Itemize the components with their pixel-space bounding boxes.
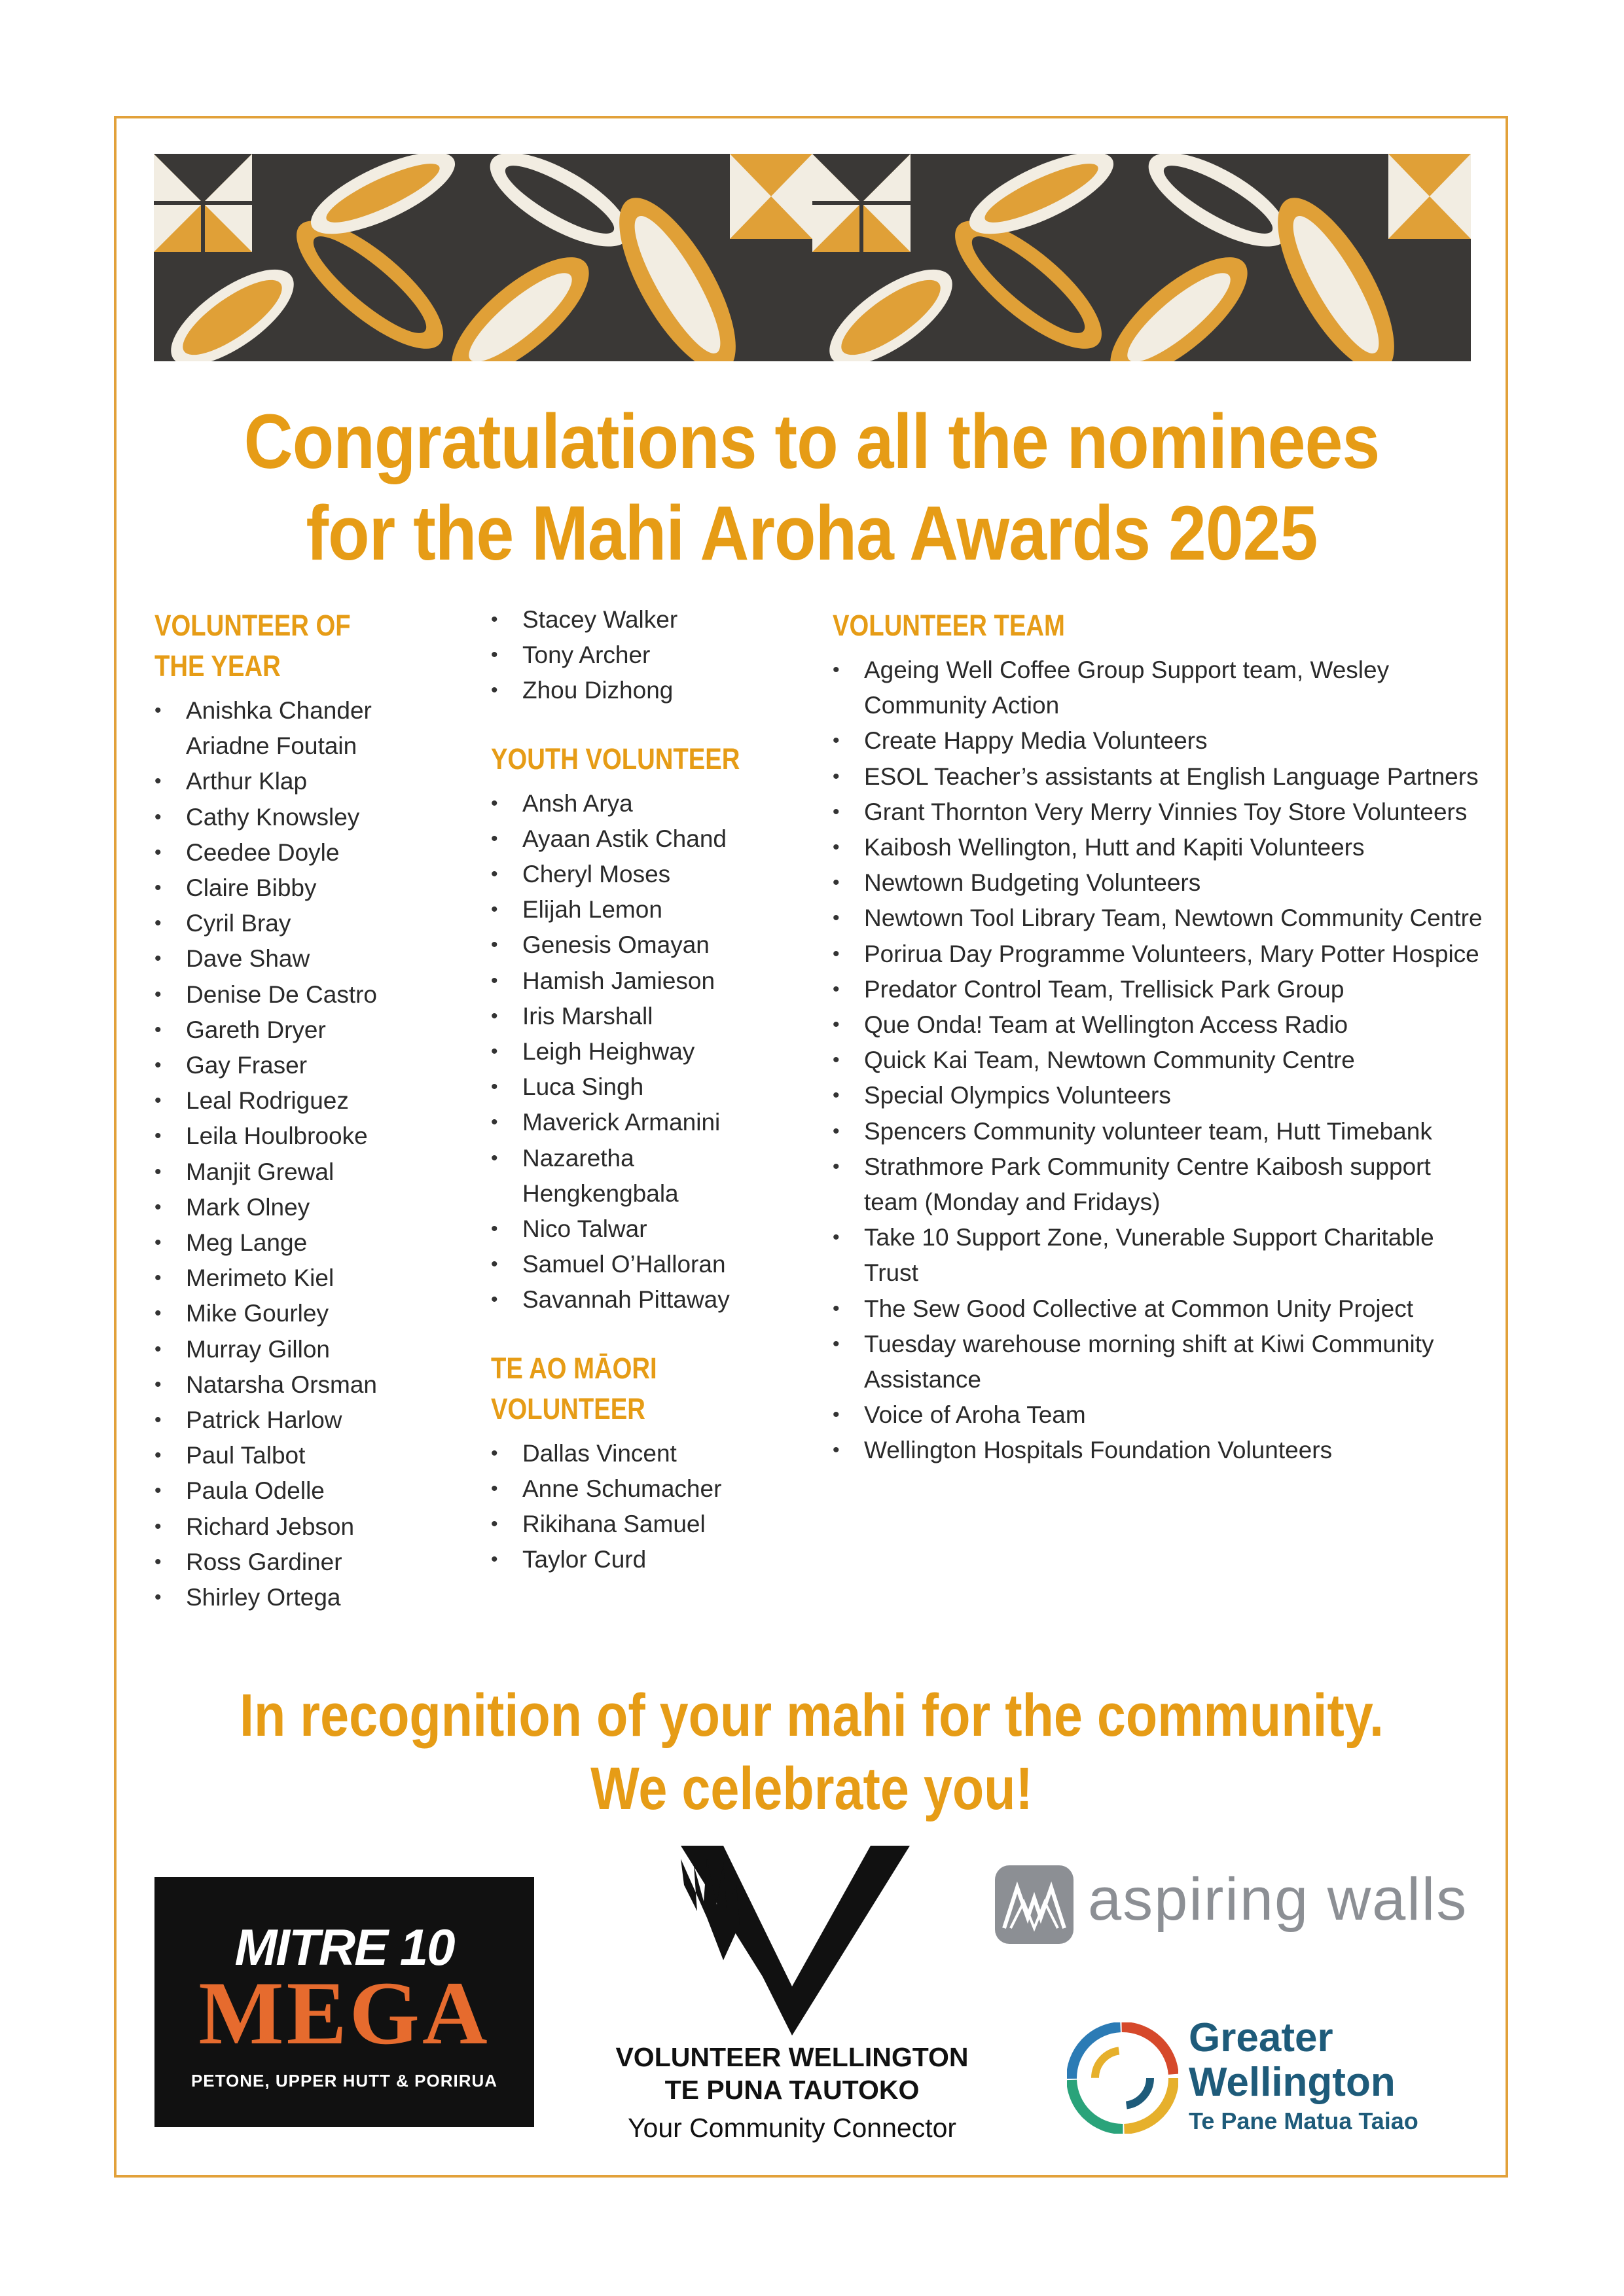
list-item: • Special Olympics Volunteers [833, 1078, 1487, 1113]
list-item: • Dallas Vincent [491, 1436, 799, 1471]
volunteer-wellington-maori-name: TE PUNA TAUTOKO [664, 2075, 920, 2105]
headline-line-2: for the Mahi Aroha Awards 2025 [306, 490, 1318, 577]
list-item: • Elijah Lemon [491, 892, 799, 927]
list-item: • Rikihana Samuel [491, 1507, 799, 1542]
column-middle [491, 602, 799, 1577]
list-item: • Maverick Armanini [491, 1105, 799, 1140]
headline-line-1: Congratulations to all the nominees [244, 399, 1380, 485]
list-item: • Cyril Bray [154, 906, 482, 941]
greater-wellington-swirl-icon [1067, 2022, 1178, 2134]
list-item: • Arthur Klap [154, 764, 482, 799]
list-item: • Denise De Castro [154, 977, 482, 1013]
aspiring-walls-name: aspiring walls [1088, 1866, 1468, 1933]
volunteer-team-list [833, 653, 1487, 1469]
headline [118, 396, 1506, 579]
volunteer-of-year-list [154, 693, 482, 1615]
list-item [154, 693, 482, 764]
volunteer-wellington-v-icon [609, 1846, 975, 2036]
list-item: • Merimeto Kiel [154, 1261, 482, 1296]
list-item: • Quick Kai Team, Newtown Community Centre [833, 1043, 1487, 1078]
list-item: • Ageing Well Coffee Group Support team, Wesley Community Action [833, 653, 1487, 723]
mitre-logo-main: MEGA [198, 1963, 490, 2063]
list-item: • Leila Houlbrooke [154, 1119, 482, 1154]
list-item: • Tony Archer [491, 637, 799, 673]
list-item: • Cheryl Moses [491, 857, 799, 892]
list-item: • Strathmore Park Community Centre Kaibosh support team (Monday and Fridays) [833, 1149, 1487, 1220]
list-item: • Predator Control Team, Trellisick Park Group [833, 972, 1487, 1007]
mitre-10-mega-logo [154, 1877, 534, 2127]
list-item: • Spencers Community volunteer team, Hutt Timebank [833, 1114, 1487, 1149]
list-item: • Nico Talwar [491, 1211, 799, 1247]
list-item: • Voice of Aroha Team [833, 1397, 1487, 1433]
section-title-line-2: THE YEAR [154, 649, 281, 683]
section-title-volunteer-of-year [154, 605, 433, 687]
name: • Anishka Chander [186, 697, 372, 724]
list-item: • Patrick Harlow [154, 1403, 482, 1438]
list-item: • Tuesday warehouse morning shift at Kiwi Community Assistance [833, 1327, 1487, 1397]
youth-volunteer-list [491, 786, 799, 1318]
list-item: • Stacey Walker [491, 602, 799, 637]
list-item: • Zhou Dizhong [491, 673, 799, 708]
list-item: • Genesis Omayan [491, 927, 799, 963]
list-item: • Wellington Hospitals Foundation Volunteers [833, 1433, 1487, 1468]
list-item: • Paula Odelle [154, 1473, 482, 1509]
list-item: • Take 10 Support Zone, Vunerable Support Charitable Trust [833, 1220, 1487, 1291]
list-item: • The Sew Good Collective at Common Unity Project [833, 1291, 1487, 1327]
section-title-line-1: TE AO MĀORI [491, 1351, 657, 1385]
list-item: • Mike Gourley [154, 1296, 482, 1331]
list-item: • Porirua Day Programme Volunteers, Mary Potter Hospice [833, 937, 1487, 972]
list-item: • Grant Thornton Very Merry Vinnies Toy Store Volunteers [833, 795, 1487, 830]
volunteer-wellington-name: VOLUNTEER WELLINGTON [615, 2042, 969, 2072]
mitre-logo-sub: PETONE, UPPER HUTT & PORIRUA [190, 2071, 498, 2090]
section-title-youth-volunteer: YOUTH VOLUNTEER [491, 742, 740, 776]
greater-wellington-subtitle: Te Pane Matua Taiao [1189, 2108, 1418, 2134]
list-item: • Cathy Knowsley [154, 800, 482, 835]
name: Ariadne Foutain [186, 732, 357, 760]
column-volunteer-of-year [154, 605, 482, 1615]
closing-line-1: In recognition of your mahi for the community. [239, 1682, 1384, 1749]
list-item: • Murray Gillon [154, 1332, 482, 1367]
section-title-volunteer-team: VOLUNTEER TEAM [833, 609, 1065, 642]
list-item: • Ansh Arya [491, 786, 799, 821]
greater-wellington-logo [1067, 2016, 1473, 2147]
greater-wellington-line-2: Wellington [1189, 2060, 1396, 2105]
closing-message [118, 1679, 1506, 1825]
list-item: • Hamish Jamieson [491, 963, 799, 999]
list-item: • Paul Talbot [154, 1438, 482, 1473]
name: Hengkengbala [522, 1179, 679, 1207]
column-volunteer-team [833, 605, 1487, 1469]
volunteer-wellington-logo [609, 1846, 975, 2160]
section-title-line-2: VOLUNTEER [491, 1391, 645, 1426]
list-item: • ESOL Teacher’s assistants at English Language Partners [833, 759, 1487, 795]
greater-wellington-name [1189, 2016, 1396, 2105]
list-item: • Leigh Heighway [491, 1034, 799, 1069]
list-item: • Kaibosh Wellington, Hutt and Kapiti Volunteers [833, 830, 1487, 865]
list-item: • Samuel O’Halloran [491, 1247, 799, 1282]
tapa-pattern-banner [154, 154, 1471, 361]
te-ao-maori-list [491, 1436, 799, 1578]
list-item: • Newtown Budgeting Volunteers [833, 865, 1487, 901]
list-item: • Ross Gardiner [154, 1545, 482, 1580]
name: • Nazaretha [522, 1144, 634, 1172]
list-item: • Claire Bibby [154, 870, 482, 906]
list-item: • Create Happy Media Volunteers [833, 723, 1487, 759]
section-title-line-1: VOLUNTEER OF [154, 609, 351, 642]
list-item: • Dave Shaw [154, 941, 482, 977]
list-item [491, 1141, 799, 1211]
greater-wellington-line-1: Greater [1189, 2015, 1333, 2060]
list-item: • Savannah Pittaway [491, 1282, 799, 1318]
list-item: • Natarsha Orsman [154, 1367, 482, 1403]
list-item: • Leal Rodriguez [154, 1083, 482, 1119]
list-item: • Gareth Dryer [154, 1013, 482, 1048]
list-item: • Anne Schumacher [491, 1471, 799, 1507]
list-item: • Newtown Tool Library Team, Newtown Community Centre [833, 901, 1487, 936]
list-item: • Manjit Grewal [154, 1155, 482, 1190]
list-item: • Luca Singh [491, 1069, 799, 1105]
list-item: • Richard Jebson [154, 1509, 482, 1545]
list-item: • Shirley Ortega [154, 1580, 482, 1615]
list-item: • Iris Marshall [491, 999, 799, 1034]
list-item: • Ceedee Doyle [154, 835, 482, 870]
list-item: • Gay Fraser [154, 1048, 482, 1083]
list-item: • Que Onda! Team at Wellington Access Radio [833, 1007, 1487, 1043]
list-item: • Ayaan Astik Chand [491, 821, 799, 857]
closing-line-2: We celebrate you! [590, 1755, 1033, 1822]
volunteer-of-year-list-continued [491, 602, 799, 709]
list-item: • Mark Olney [154, 1190, 482, 1225]
list-item: • Taylor Curd [491, 1542, 799, 1577]
volunteer-wellington-tagline: Your Community Connector [627, 2113, 957, 2143]
aspiring-walls-mark-icon [995, 1865, 1074, 1944]
aspiring-walls-logo [995, 1859, 1486, 1950]
mitre-logo-top: MITRE 10 [234, 1918, 454, 1976]
list-item: • Meg Lange [154, 1225, 482, 1261]
section-title-te-ao-maori [491, 1348, 753, 1429]
